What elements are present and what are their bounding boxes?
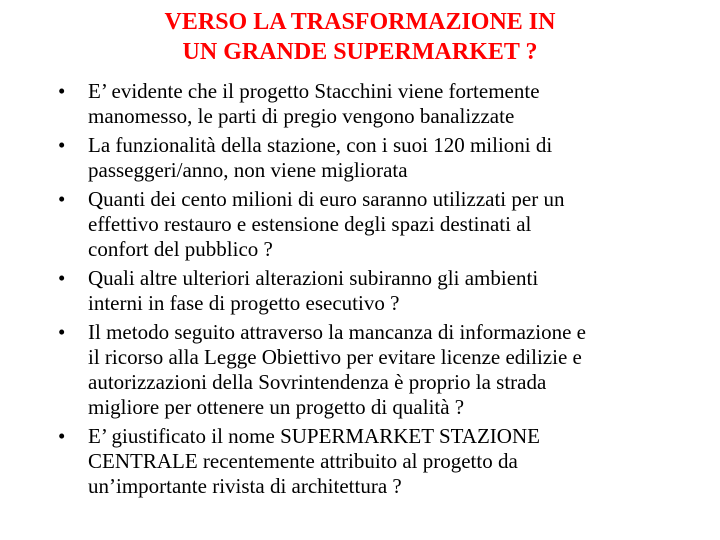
bullet-item [58,320,698,420]
bullet-text-line: interni in fase di progetto esecutivo ? [88,291,400,315]
bullet-text-line: il ricorso alla Legge Obiettivo per evitare licenze edilizie e [88,345,582,369]
bullet-text-line: passeggeri/anno, non viene migliorata [88,158,408,182]
bullet-item [58,133,698,183]
bullet-item [58,79,698,129]
bullet-text-line: Quanti dei cento milioni di euro saranno utilizzati per un [88,187,565,211]
bullet-text-line: E’ evidente che il progetto Stacchini viene fortemente [88,79,540,103]
bullet-text-line: manomesso, le parti di pregio vengono banalizzate [88,104,515,128]
slide-title [0,7,720,67]
bullet-text-line: confort del pubblico ? [88,237,273,261]
bullet-item [58,424,698,499]
bullet-marker: • [58,266,66,290]
bullet-text-line: CENTRALE recentemente attribuito al progetto da [88,449,518,473]
bullet-item [58,266,698,316]
bullet-text-line: autorizzazioni della Sovrintendenza è proprio la strada [88,370,547,394]
bullet-text-line: un’importante rivista di architettura ? [88,474,402,498]
bullet-marker: • [58,133,66,157]
bullet-text-line: Quali altre ulteriori alterazioni subiranno gli ambienti [88,266,539,290]
slide-title-line-1: VERSO LA TRASFORMAZIONE IN [164,9,556,35]
bullet-text-line: migliore per ottenere un progetto di qualità ? [88,395,465,419]
bullet-marker: • [58,79,66,103]
bullet-marker: • [58,424,66,448]
bullet-marker: • [58,187,66,211]
bullet-list [58,79,698,503]
bullet-text-line: E’ giustificato il nome SUPERMARKET STAZIONE [88,424,540,448]
bullet-text-line: effettivo restauro e estensione degli spazi destinati al [88,212,532,236]
bullet-text-line: Il metodo seguito attraverso la mancanza di informazione e [88,320,586,344]
bullet-item [58,187,698,262]
bullet-marker: • [58,320,66,344]
slide-title-line-2: UN GRANDE SUPERMARKET ? [182,39,538,65]
bullet-text-line: La funzionalità della stazione, con i suoi 120 milioni di [88,133,553,157]
